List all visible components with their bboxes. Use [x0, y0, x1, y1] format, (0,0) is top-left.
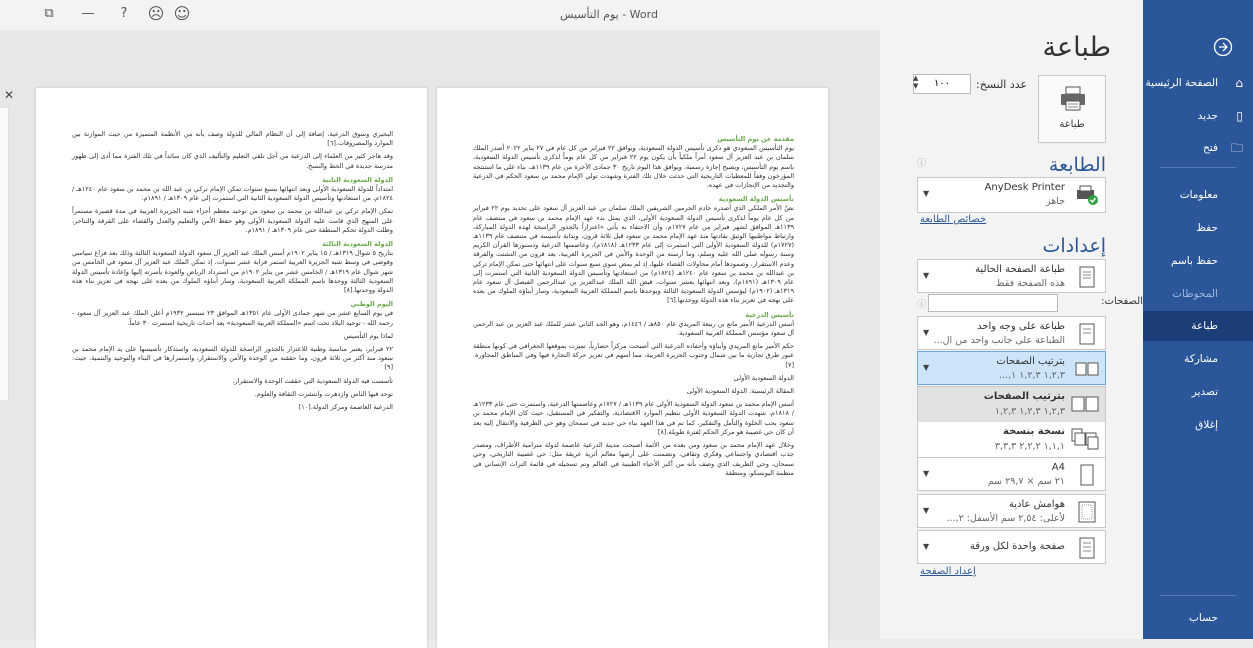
- print-button-label: طباعة: [1059, 119, 1085, 130]
- collate-dropdown[interactable]: [917, 351, 1106, 385]
- paragraph: بتاريخ ٥ شوال ١٣١٩هـ / ١٥ يناير ١٩٠٢م أسس الملك عبد العزيز آل سعود الدولة السعودية الثالثة وذلك بعد فراغ سياسي وفوضى في وسط شبه الجزيرة العربية استمر قرابة عشر سنوات، إذ تمكن الملك عبد العزيز آل سعود في الخامس من شهر شوال عام ١٣١٩هـ / الخامس عشر من يناير ١٩٠٢م من استرداد الرياض والعودة بأسرته إليها وإعادة تأسيس الدولة السعودية الثالثة ووحدها باسم المملكة العربية السعودية، وسار أبناؤه الملوك من بعده على نهجه في تعزيز بناء هذه الدولة ووحدتها.[٨]: [72, 249, 393, 295]
- sidebar-item-history[interactable]: [1143, 279, 1253, 309]
- paragraph: أسس الإمام محمد بن سعود الدولة السعودية الأولى عام ١١٣٩هـ / ١٧٢٧م وعاصمتها الدرعية، واستمرت حتى عام ١٢٣٣هـ / ١٨١٨م، شهدت الدولة السعودية الأولى تنظيم الموارد الاقتصادية، والتفكير في المستقبل، حيث كان الإمام محمد بن سعود يحب الخلوة والتأمل والتفكير، كما تم في هذا العهد بناء حي جديد في سمحان وهو حي الطرفية والانتقال إليه بعد أن كان حي غصيبة هو مركز الحكم لفترة طويلة.[٨]: [473, 400, 794, 436]
- chevron-down-icon: ▼: [923, 363, 930, 372]
- backstage-sidebar: [1143, 0, 1253, 639]
- print-scope-dropdown[interactable]: [917, 259, 1106, 293]
- pages-label: الصفحات:: [1101, 296, 1143, 307]
- margins-icon: [1075, 500, 1099, 524]
- margins-dropdown[interactable]: [917, 494, 1106, 528]
- sides-label: طباعة على وجه واحد: [977, 321, 1065, 332]
- sidebar-item-info[interactable]: [1143, 180, 1253, 210]
- printer-name: AnyDesk Printer: [984, 182, 1065, 193]
- sidebar-item-label: المحوطات: [1172, 288, 1218, 300]
- paragraph: ٢٢ فبراير، يعتبر مناسبة وطنية للاعتزاز بالجذور الراسخة للدولة السعودية، واستذكار تأسيسها على يد الإمام محمد بن سعود منذ أكثر من ثلاثة قرون، وما حققته من الوحدة والأمن والاستقرار، واستمرارها في البناء والتوحيد والتنمية. حيث:[٩]: [72, 345, 393, 372]
- preview-page-1: [437, 88, 828, 648]
- margins-label: هوامش عادية: [1008, 499, 1065, 510]
- paragraph: نصّ الأمر الملكي الذي أصدره خادم الحرمين الشريفين الملك سلمان بن عبد العزيز آل سعود على تحديد يوم ٢٢ فبراير من كل عام يوماً لذكرى تأسيس الدولة السعودية الأولى، الذي يمثل بدء عهد الإمام محمد بن سعود في منتصف عام ١١٣٩هـ الموافق لشهر فبراير من عام ١٧٢٧م، وأن الاحتفاء به يأتي «اعتزازاً بالجذور الراسخة لهذه الدولة المباركة، وارتباط مواطنيها الوثيق بقادتها منذ عهد الإمام محمد بن سعود قبل ثلاثة قرون، وبداية تأسيسه في منتصف عام ١١٣٩هـ (١٧٢٧م) للدولة السعودية الأولى التي استمرت إلى عام ١٢٣٣هـ (١٨١٨م)، وعاصمتها الدرعية ودستورها القرآن الكريم وسنة رسوله صلى الله عليه وسلم، وما أرسته من الوحدة والأمن في الجزيرة العربية، بعد قرون من التشتت والفرقة وعدم الاستقرار، وصمودها أمام محاولات القضاء عليها، إذ لم يمض سوى سبع سنوات على انتهائها حتى تمكن الإمام تركي بن عبدالله بن محمد بن سعود عام ١٢٤٠هـ (١٨٢٤م) من استعادتها وتأسيس الدولة السعودية الثانية التي استمرت إلى عام ١٣٠٩هـ (١٨٩١م)، وبعد انتهائها بعشر سنوات، قيض الله الملك عبدالعزيز بن عبدالرحمن الفيصل آل سعود عام ١٣١٩هـ (١٩٠٢م) ليؤسس الدولة السعودية الثالثة ويوحدها باسم المملكة العربية السعودية، وسار أبناؤه الملوك من بعده على نهجه في تعزيز بناء هذه الدولة ووحدتها.[٦]: [473, 204, 795, 305]
- new-document-icon: ▯: [1236, 109, 1243, 123]
- sidebar-item-label: حفظ باسم: [1170, 255, 1218, 267]
- sides-dropdown[interactable]: [917, 316, 1106, 350]
- chevron-down-icon: ▼: [923, 189, 930, 198]
- printer-dropdown[interactable]: [917, 177, 1106, 213]
- sidebar-item-export[interactable]: [1143, 377, 1253, 407]
- page-title: طباعة: [1042, 32, 1111, 63]
- copies-spinner-icon[interactable]: ▲ ▼: [913, 74, 919, 90]
- paragraph: وخلال عهد الإمام محمد بن سعود ومن بعده من الأئمة أصبحت مدينة الدرعية عاصمة لدولة مترامية الأطراف، ومصدر جذب اقتصادي واجتماعي وفكري وثقافي، وتضمنت على أرضها معالم أثرية عريقة مثل: حي غصيبة التاريخي، وحي سمحان، وحي الطريف الذي وصف بأنه من أكبر الأحياء الطينية في العالم وتم تسجيله في قائمة التراث الإنساني في منظمة اليونسكو، ومنطقة: [473, 441, 794, 477]
- minimize-icon[interactable]: —: [81, 6, 95, 21]
- uncollated-icon: [1071, 427, 1099, 451]
- sidebar-divider: [1160, 595, 1236, 596]
- paragraph: توحد فيها الناس وازدهرت وانتشرت الثقافة والعلوم.: [254, 389, 393, 398]
- pages-input[interactable]: [928, 294, 1058, 312]
- sidebar-item-print[interactable]: [1143, 311, 1253, 341]
- page-icon: [1075, 265, 1099, 289]
- section-heading: الدولة السعودية الثانية: [322, 175, 393, 184]
- paragraph: وقد هاجر كثير من العلماء إلى الدرعية من أجل تلقي التعليم والتأليف الذي كان سائداً في تلك الفترة مما أدى إلى ظهور مدرسة جديدة في الخط والنسخ.: [72, 152, 393, 170]
- collate-option-uncollated[interactable]: [918, 422, 1105, 456]
- preview-page-2: [36, 88, 427, 648]
- sidebar-item-label: جديد: [1197, 110, 1218, 122]
- section-heading: الدولة السعودية الثالثة: [322, 240, 393, 249]
- collate-option-label: نسخة بنسخة: [1003, 426, 1065, 437]
- printer-properties-link[interactable]: خصائص الطابعة: [920, 214, 987, 225]
- preview-scrollbar[interactable]: [0, 108, 9, 400]
- collate-option-desc: ١,١,١ ٢,٢,٢ ٣,٣,٣: [994, 441, 1065, 452]
- copies-label: عدد النسخ:: [976, 78, 1028, 91]
- chevron-down-icon: ▼: [923, 469, 930, 478]
- sides-desc: الطباعة على جانب واحد من ال...: [933, 335, 1065, 346]
- pages-per-sheet-icon: [1075, 536, 1099, 560]
- sidebar-item-label: تصدير: [1191, 386, 1218, 398]
- paragraph: الدرعية العاصمة ومركز الدولة.[١٠]: [298, 403, 393, 412]
- margins-desc: لأعلى: ٢,٥٤ سم الأسفل: ٢,...: [946, 513, 1065, 524]
- sidebar-item-account[interactable]: [1143, 603, 1253, 633]
- close-preview-icon[interactable]: ✕: [4, 88, 15, 102]
- sidebar-item-label: فتح: [1203, 142, 1218, 154]
- info-icon[interactable]: ⓘ: [917, 300, 927, 310]
- folder-icon: 🗀: [1230, 141, 1243, 155]
- chevron-down-icon: ▼: [923, 328, 930, 337]
- sidebar-item-new[interactable]: [1143, 101, 1253, 131]
- paragraph: لماذا يوم التأسيس: [343, 331, 393, 340]
- page-setup-link[interactable]: إعداد الصفحة: [920, 566, 976, 577]
- sidebar-item-label: معلومات: [1179, 189, 1218, 201]
- smile-icon[interactable]: ☺: [173, 4, 191, 23]
- section-heading: تأسيس الدرعية: [745, 310, 794, 319]
- paper-label: A4: [1051, 462, 1065, 473]
- sidebar-item-close[interactable]: [1143, 410, 1253, 440]
- title-bar: [0, 0, 1143, 30]
- paragraph: تأسست فيه الدولة السعودية التي حققت الوحدة والاستقرار.: [232, 376, 393, 385]
- page-2-content: [72, 130, 393, 412]
- sidebar-item-open[interactable]: [1143, 133, 1253, 163]
- paragraph: الدولة السعودية الأولى: [733, 373, 794, 382]
- printer-status: جاهز: [1045, 196, 1065, 207]
- section-heading: تأسيس الدولة السعودية: [718, 195, 794, 204]
- sidebar-item-save[interactable]: [1143, 213, 1253, 243]
- pages-per-sheet-dropdown[interactable]: [917, 530, 1106, 564]
- chevron-down-icon: ▼: [923, 542, 930, 551]
- sidebar-item-label: مشاركة: [1184, 353, 1218, 365]
- info-icon[interactable]: ⓘ: [917, 159, 927, 169]
- chevron-down-icon: ▼: [923, 271, 930, 280]
- paragraph: في يوم السابع عشر من شهر جمادى الأولى عام ١٣٥١هـ الموافق ٢٣ سبتمبر ١٩٣٢م أعلن الملك عبد العزيز آل سعود - رحمه الله - توحيد البلاد تحت اسم «المملكة العربية السعودية» بعد أحداث تاريخية استمرت ٣٠ عاماً.: [72, 309, 394, 327]
- sidebar-divider: [1160, 167, 1236, 168]
- sidebar-item-share[interactable]: [1143, 344, 1253, 374]
- paragraph: المقالة الرئيسية: الدولة السعودية الأولى: [686, 387, 794, 396]
- printer-ready-icon: [1075, 183, 1099, 207]
- section-heading: مقدمة عن يوم التأسيس: [717, 135, 794, 143]
- paragraph: يوم التأسيس السعودي هو ذكرى تأسيس الدولة السعودية، ويوافق ٢٢ فبراير من كل عام في ٢٧ يناير ٢٠٢٢ أصدر الملك سلمان بن عبد العزيز آل سعود أمراً ملكياً بأن يكون يوم ٢٢ فبراير من كل عام يوماً لذكرى تأسيس الدولة السعودية، باسم يوم التأسيس، ويصبح إجازة رسمية، ويوافق هذا اليوم تاريخ ٣٠ جمادى الآخرة من عام ١١٣٩هـ، بناء على ما استنتجه المؤرخون وفقاً للمعطيات التاريخية التي حدثت خلال تلك الفترة وشهدت تولي الإمام محمد بن سعود الحكم في الدرعية والتجديد من الإنجازات في عهده.: [473, 144, 795, 190]
- sidebar-item-label: حفظ: [1196, 222, 1218, 234]
- window-title: يوم التأسيس - Word: [560, 8, 658, 21]
- collate-desc: ١,٢,٣ ١,٢,٣ ١,...: [999, 370, 1065, 381]
- restore-icon[interactable]: ⧉: [44, 6, 54, 21]
- paper-icon: [1075, 463, 1099, 487]
- sidebar-item-label: الصفحة الرئيسية: [1145, 77, 1218, 89]
- back-arrow-icon[interactable]: [1213, 37, 1233, 57]
- collated-icon: [1071, 392, 1099, 416]
- sidebar-item-label: حساب: [1189, 612, 1218, 624]
- paper-desc: ٢١ سم × ٢٩,٧ سم: [987, 476, 1065, 487]
- print-button[interactable]: [1038, 75, 1106, 143]
- home-icon: ⌂: [1235, 76, 1243, 90]
- paragraph: امتداداً للدولة السعودية الأولى وبعد انتهائها بسبع سنوات تمكن الإمام تركي بن عبد الله بن محمد بن سعود عام ١٢٤٠هـ / ١٨٢٤م، من استعادتها وتأسيس الدولة السعودية الثانية التي استمرت إلى عام ١٣٠٩هـ / ١٨٩١م.: [72, 185, 393, 203]
- one-sided-icon: [1075, 322, 1099, 346]
- print-settings-panel: [880, 30, 1143, 639]
- help-icon[interactable]: ?: [120, 6, 128, 21]
- collate-option-desc: ١,٢,٣ ١,٢,٣ ١,٢,٣: [994, 406, 1065, 417]
- sidebar-item-label: طباعة: [1191, 320, 1218, 332]
- paragraph: البحيري وسوق الدرعية، إضافة إلى أن النظام المالي للدولة وصف بأنه من الأنظمة المتميزة من حيث الموازنة بين الموارد والمصروفات.[٦]: [72, 130, 393, 148]
- paragraph: حكم الأمير مانع المريدي وأبناؤه وأحفاده الدرعية التي أصبحت مركزاً حضارياً، تميزت بموقعها الجغرافي في كونها منطقة عبور طرق تجارية ما بين شمال وجنوب الجزيرة العربية، مما أسهم في تعزيز حركة التجارة فيها وفي المناطق المجاورة.[٧]: [473, 342, 794, 369]
- printer-section-title: الطابعة: [1048, 154, 1106, 176]
- sidebar-item-home[interactable]: [1143, 68, 1253, 98]
- paper-size-dropdown[interactable]: [917, 457, 1106, 491]
- page-1-content: [473, 135, 794, 478]
- settings-section-title: إعدادات: [1042, 235, 1106, 257]
- scope-label: طباعة الصفحة الحالية: [975, 264, 1065, 275]
- scope-desc: هذه الصفحة فقط: [995, 278, 1065, 289]
- paragraph: أسس الدرعية الأمير مانع بن ربيعة المريدي عام ٨٥٠هـ / ١٤٤٦م، وهو الجد الثاني عشر للملك عبد العزيز بن عبد الرحمن آل سعود مؤسس المملكة العربية السعودية.: [473, 319, 795, 338]
- pages-per-sheet-label: صفحة واحدة لكل ورقة: [969, 541, 1065, 552]
- sidebar-item-save-as[interactable]: [1143, 246, 1253, 276]
- frown-icon[interactable]: ☹: [147, 4, 165, 23]
- section-heading: اليوم الوطني: [350, 300, 393, 309]
- collate-option-collated[interactable]: [918, 387, 1105, 422]
- collate-label: بترتيب الصفحات: [996, 356, 1065, 367]
- print-preview: [0, 30, 880, 639]
- collate-option-label: بترتيب الصفحات: [983, 391, 1065, 402]
- paragraph: تمكن الإمام تركي بن عبدالله بن محمد بن سعود من توحيد معظم أجزاء شبه الجزيرة العربية في مدة قصيرة مستمراً على المنهج الذي قامت عليه الدولة السعودية الأولى وهو حفظ الأمن والتعليم والعدل والقضاء على الفرقة والتناحر، وظلت الدولة تحكم المنطقة حتى عام ١٣٠٩هـ / ١٨٩١م.: [72, 207, 393, 234]
- collated-icon: [1075, 357, 1099, 381]
- copies-input[interactable]: ١٠٠: [913, 74, 971, 94]
- printer-icon: [1059, 86, 1087, 112]
- sidebar-item-label: إغلاق: [1195, 419, 1218, 431]
- chevron-down-icon: ▼: [923, 506, 930, 515]
